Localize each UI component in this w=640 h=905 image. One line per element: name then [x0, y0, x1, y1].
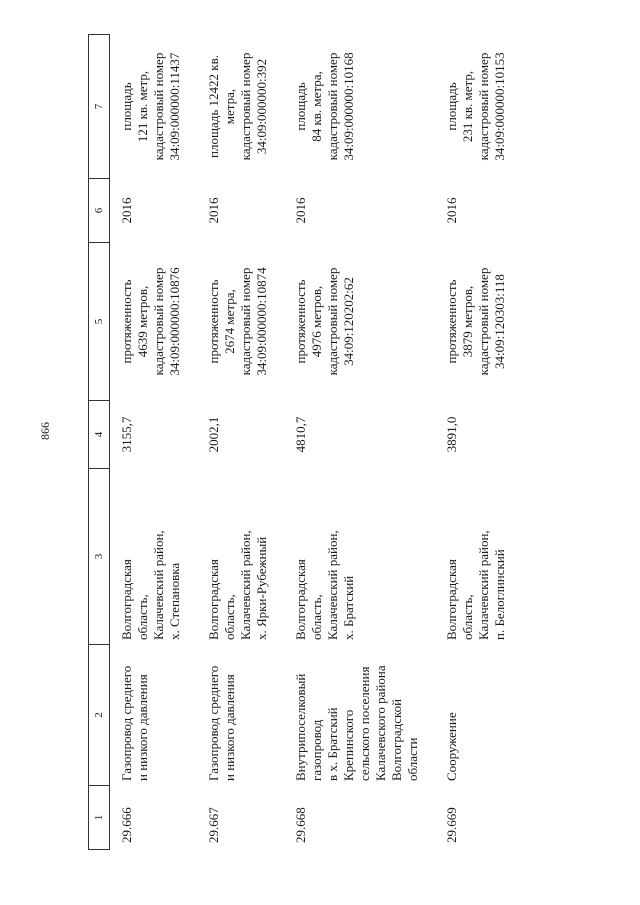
table-row	[435, 35, 522, 850]
object-address: Волгоградская область, Калачевский район, х. Степановка	[119, 530, 182, 640]
table-row	[284, 35, 435, 850]
object-address: Волгоградская область, Калачевский район, х. Ярки-Рубежный	[206, 530, 269, 640]
table-row	[110, 35, 198, 850]
object-parameters: протяженность 4639 метров, кадастровый номер 34:09:000000:10876	[119, 267, 182, 376]
row-number: 29.668	[293, 807, 308, 843]
column-header-7: 7	[89, 35, 110, 179]
property-table	[88, 34, 522, 850]
object-year: 2016	[119, 197, 134, 224]
row-number: 29.666	[119, 807, 134, 843]
land-plot-info: площадь 121 кв. метр, кадастровый номер 34:09:000000:11437	[119, 52, 182, 161]
row-number: 29.667	[206, 807, 221, 843]
object-year: 2016	[206, 197, 221, 224]
object-parameters: протяженность 3879 метров, кадастровый номер 34:09:120303:118	[444, 267, 507, 376]
object-address: Волгоградская область, Калачевский район, п. Белоглинский	[444, 530, 507, 640]
object-year: 2016	[293, 197, 308, 224]
column-header-3: 3	[89, 469, 110, 645]
row-number: 29.669	[444, 807, 459, 843]
rotated-table-sheet	[88, 35, 543, 850]
land-plot-info: площадь 231 кв. метр, кадастровый номер 34:09:000000:10153	[444, 52, 507, 161]
object-address: Волгоградская область, Калачевский район, х. Братский	[293, 530, 356, 640]
column-header-5: 5	[89, 243, 110, 401]
column-header-4: 4	[89, 401, 110, 469]
page-number: 866	[38, 422, 52, 440]
object-value: 3155,7	[119, 416, 134, 453]
column-header-2: 2	[89, 645, 110, 786]
table-row	[197, 35, 284, 850]
object-value: 3891,0	[444, 416, 459, 453]
object-parameters: протяженность 2674 метра, кадастровый номер 34:09:000000:10874	[206, 267, 269, 376]
land-plot-info: площадь 84 кв. метра, кадастровый номер 34:09:000000:10168	[293, 52, 356, 161]
object-name: Сооружение	[444, 712, 459, 781]
header-row	[89, 35, 110, 850]
object-year: 2016	[444, 197, 459, 224]
object-name: Внутрипоселковый газопровод в х. Братский Крепинского сельского поселения Калачевского района Волгоградской области	[293, 665, 420, 781]
land-plot-info: площадь 12422 кв. метра, кадастровый номер 34:09:000000:392	[206, 52, 269, 161]
column-header-6: 6	[89, 179, 110, 243]
object-name: Газопровод среднего и низкого давления	[206, 665, 237, 781]
column-header-1: 1	[89, 786, 110, 850]
object-parameters: протяженность 4976 метров, кадастровый номер 34:09:120202:62	[293, 267, 356, 376]
object-value: 4810,7	[293, 416, 308, 453]
object-value: 2002,1	[206, 416, 221, 453]
object-name: Газопровод среднего и низкого давления	[119, 665, 150, 781]
